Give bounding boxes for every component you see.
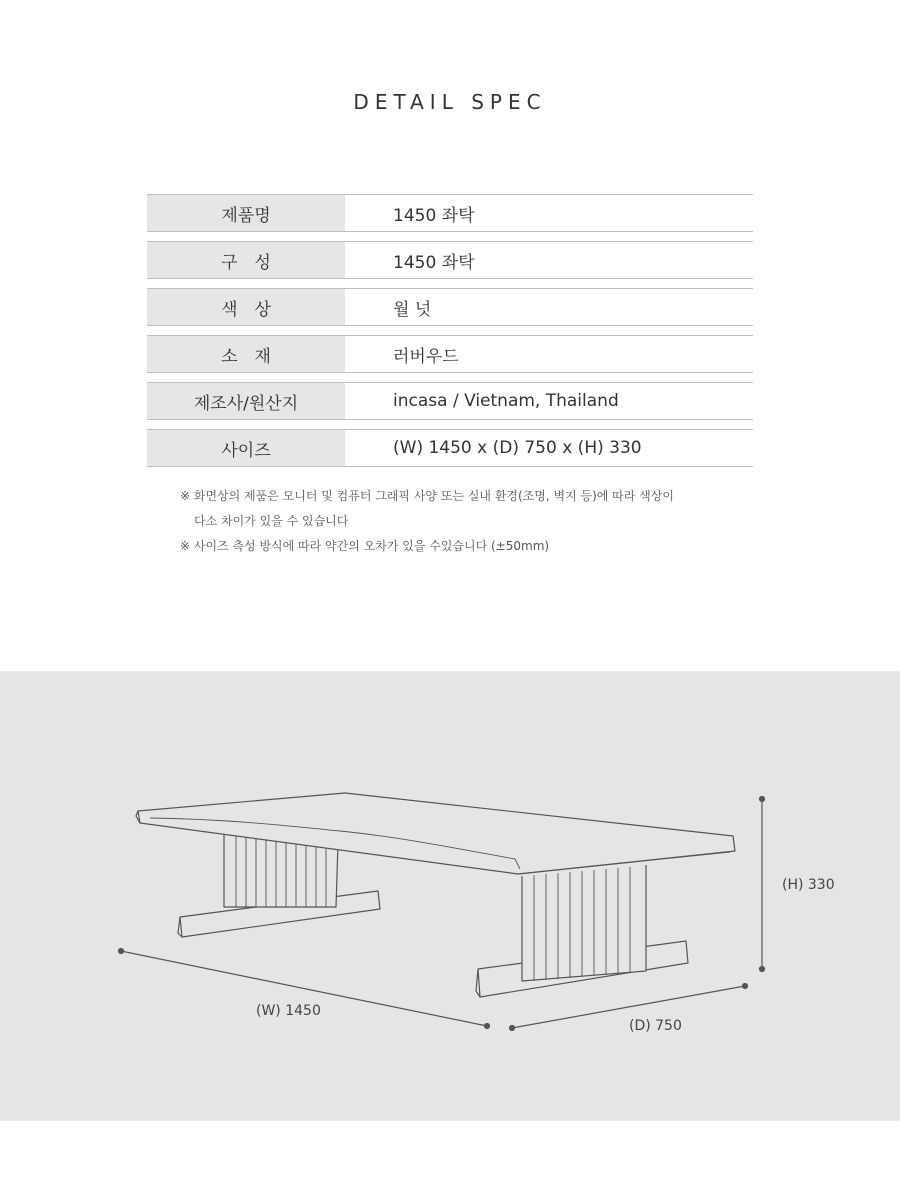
spec-row-composition xyxy=(147,241,753,279)
page-title: DETAIL SPEC xyxy=(353,90,547,114)
spec-value: 1450 좌탁 xyxy=(393,252,475,273)
spec-label: 제품명 xyxy=(147,195,345,231)
spec-label: 제조사/원산지 xyxy=(147,383,345,419)
notes xyxy=(180,484,674,559)
spec-table xyxy=(147,194,753,476)
spec-value: 월 넛 xyxy=(393,299,432,320)
table-drawing xyxy=(0,671,900,1121)
dimension-diagram xyxy=(0,671,900,1121)
right-leg xyxy=(522,865,646,981)
spec-label: 소 재 xyxy=(147,336,345,372)
spec-value: 1450 좌탁 xyxy=(393,205,475,226)
height-label: (H) 330 xyxy=(782,877,835,893)
spec-row-color xyxy=(147,288,753,326)
spec-row-manufacturer xyxy=(147,382,753,420)
spec-value: 러버우드 xyxy=(393,346,459,367)
spec-label: 사이즈 xyxy=(147,430,345,466)
spec-value: incasa / Vietnam, Thailand xyxy=(393,391,619,411)
note-line: ※ 화면상의 제품은 모니터 및 컴퓨터 그래픽 사양 또는 실내 환경(조명, 벽지 등)에 따라 색상이 xyxy=(180,489,674,503)
width-label: (W) 1450 xyxy=(256,1003,321,1019)
note-line: 다소 차이가 있을 수 있습니다 xyxy=(194,514,349,528)
spec-row-material xyxy=(147,335,753,373)
spec-label: 색 상 xyxy=(147,289,345,325)
spec-row-size xyxy=(147,429,753,467)
spec-row-product-name xyxy=(147,194,753,232)
note-line: ※ 사이즈 측성 방식에 따라 약간의 오차가 있을 수있습니다 (±50mm) xyxy=(180,539,550,553)
spec-label: 구 성 xyxy=(147,242,345,278)
depth-label: (D) 750 xyxy=(629,1018,682,1034)
spec-value: (W) 1450 x (D) 750 x (H) 330 xyxy=(393,438,642,458)
